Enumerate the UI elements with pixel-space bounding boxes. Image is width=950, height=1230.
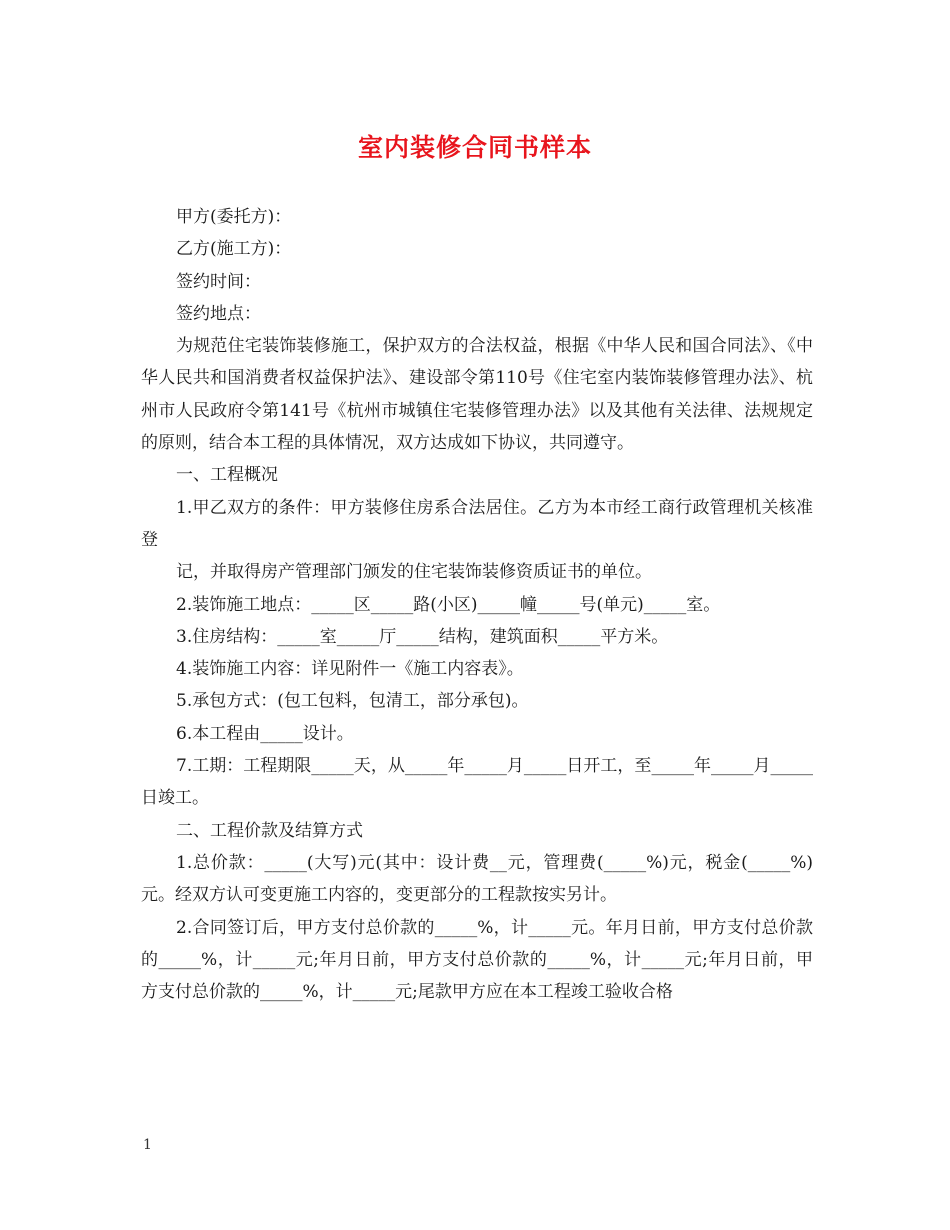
clause-1-7: 7.工期：工程期限_____天，从_____年_____月_____日开工，至_____年_____月_____日竣工。 [141,756,813,809]
clause-1-5: 5.承包方式：(包工包料，包清工，部分承包)。 [176,691,529,712]
contract-body [141,201,813,1008]
preamble-paragraph: 为规范住宅装饰装修施工，保护双方的合法权益，根据《中华人民和国合同法》、《中华人民共和国消费者权益保护法》、建设部令第110号《住宅室内装饰装修管理办法》、杭州市人民政府令第141号《杭州市城镇住宅装修管理办法》以及其他有关法律、法规规定的原则，结合本工程的具体情况，双方达成如下协议，共同遵守。 [141,336,813,454]
page-number: 1 [143,1137,152,1153]
clause-1-6: 6.本工程由_____设计。 [176,723,354,744]
page-title: 室内装修合同书样本 [357,133,592,162]
clause-1-2: 2.装饰施工地点：_____区_____路(小区)_____幢_____号(单元)_____室。 [176,594,721,615]
signing-time-line: 签约时间： [176,271,261,292]
clause-2-1: 1.总价款：_____(大写)元(其中：设计费__元，管理费(_____%)元，税金(_____%)元。经双方认可变更施工内容的，变更部分的工程款按实另计。 [141,852,813,906]
party-a-line: 甲方(委托方)： [176,207,292,227]
clause-2-2: 2.合同签订后，甲方支付总价款的_____%，计_____元。年月日前，甲方支付总价款的_____%，计_____元;年月日前，甲方支付总价款的_____%，计_____元;年月日前，甲方支付总价款的_____%，计_____元;尾款甲方应在本工程竣工验收合格 [141,917,813,1003]
clause-1-4: 4.装饰施工内容：详见附件一《施工内容表》。 [176,659,524,680]
clause-1-1-continued: 记，并取得房产管理部门颁发的住宅装饰装修资质证书的单位。 [176,562,652,583]
section-heading-price-settlement: 二、工程价款及结算方式 [176,820,363,841]
clause-1-3: 3.住房结构：_____室_____厅_____结构，建筑面积_____平方米。 [176,626,669,647]
party-b-line: 乙方(施工方)： [176,239,292,260]
clause-1-1: 1.甲乙双方的条件：甲方装修住房系合法居住。乙方为本市经工商行政管理机关核准登 [141,497,813,550]
section-heading-project-overview: 一、工程概况 [176,465,278,486]
signing-place-line: 签约地点： [176,303,261,324]
